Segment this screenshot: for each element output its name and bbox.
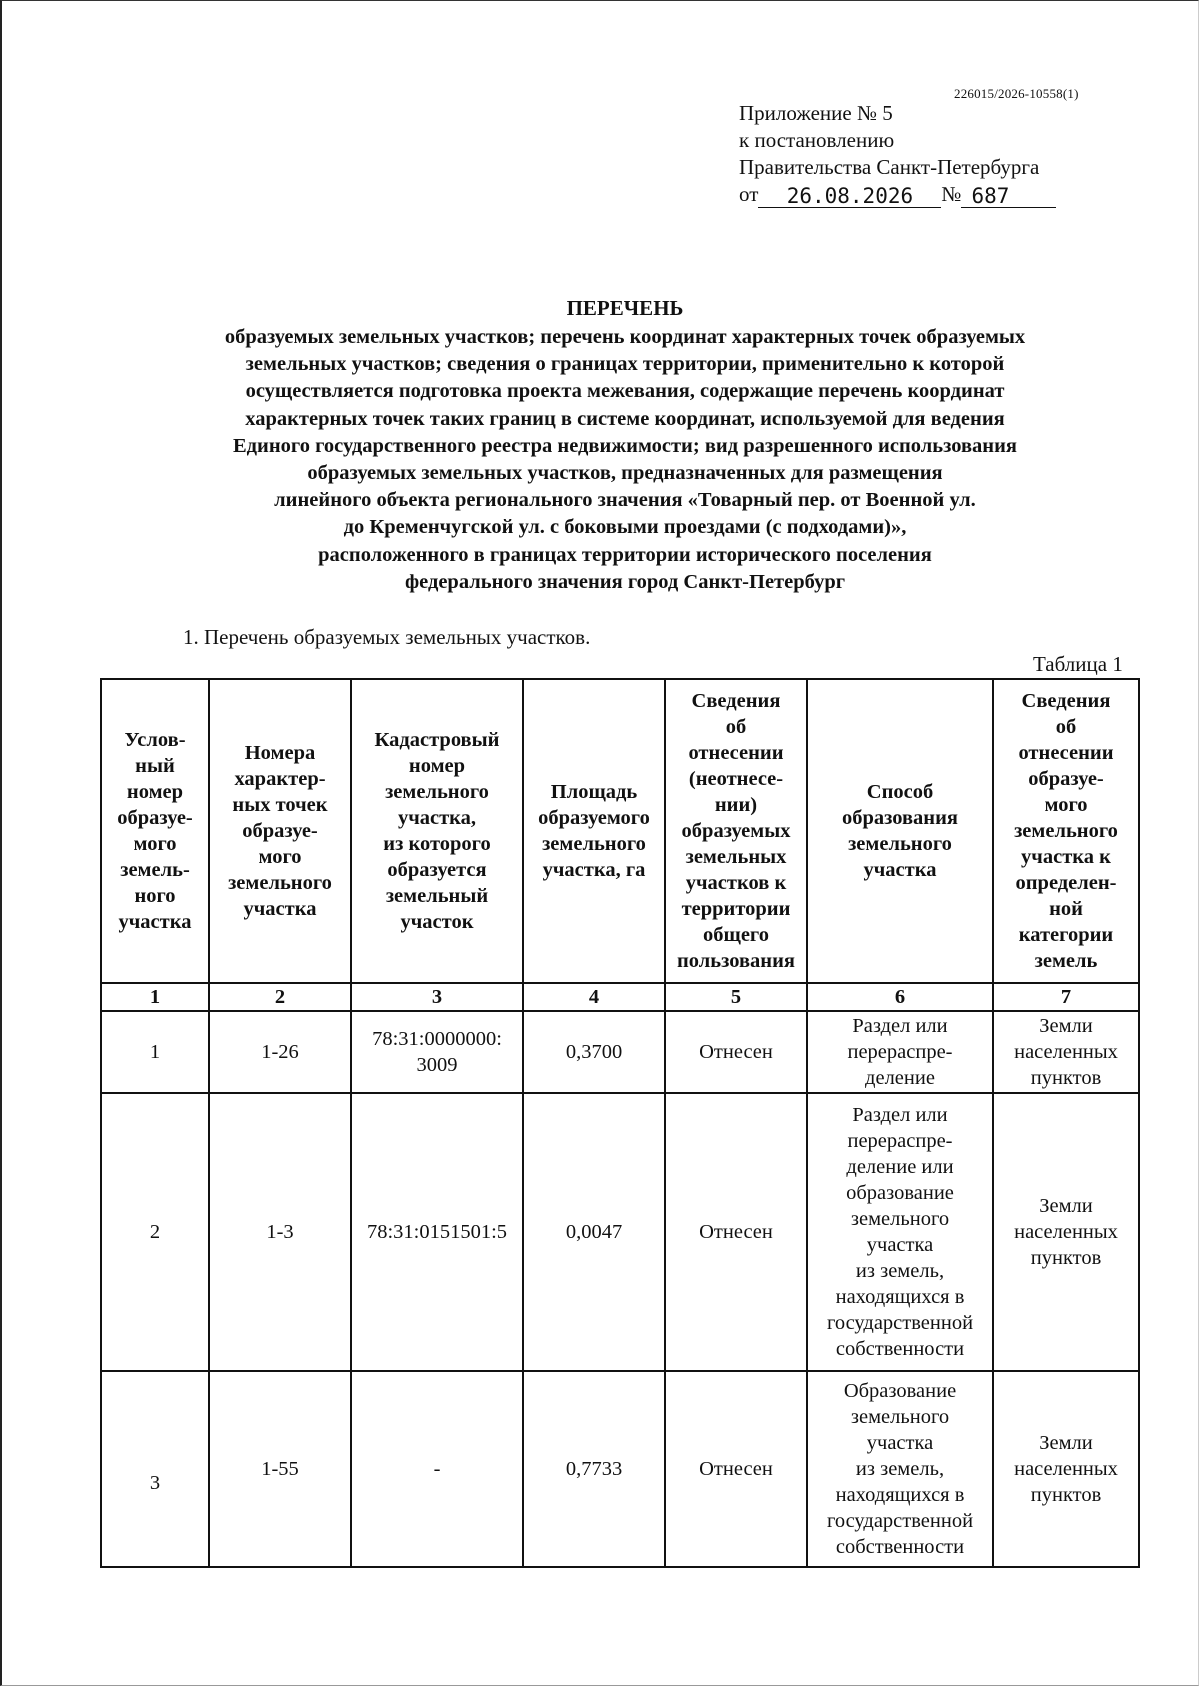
table-row	[101, 1371, 1139, 1567]
table-cell-c2: 1-3	[209, 1093, 351, 1371]
cell-line: участка	[866, 1432, 934, 1454]
header-line: образуемых	[681, 820, 791, 842]
header-line: об	[1055, 716, 1077, 738]
header-line: Номера	[244, 742, 316, 764]
cell-line: населенных	[1014, 1221, 1118, 1243]
table-cell-c5: Отнесен	[665, 1371, 807, 1567]
cell-line: государственной	[826, 1510, 974, 1532]
header-line: участка, га	[542, 859, 646, 881]
from-label: от	[739, 182, 759, 206]
title-line: осуществляется подготовка проекта межевания, содержащие перечень координат	[245, 380, 1005, 403]
table-cell-c4: 0,3700	[523, 1011, 665, 1093]
section-title: 1. Перечень образуемых земельных участков.	[183, 625, 591, 649]
header-line: участка	[118, 911, 192, 933]
cell-line: 78:31:0151501:5	[366, 1221, 508, 1243]
cell-line: Раздел или	[852, 1104, 948, 1126]
attachment-block	[739, 100, 1056, 208]
column-header-4	[523, 679, 665, 983]
header-line: номер	[408, 755, 466, 777]
header-line: земельного	[848, 833, 952, 855]
table-cell-c3	[351, 1371, 523, 1567]
column-number: 2	[209, 983, 351, 1011]
cell-line: участка	[866, 1234, 934, 1256]
cell-line: находящихся в	[835, 1484, 965, 1506]
table-cell-c7	[993, 1093, 1139, 1371]
header-line: категории	[1018, 924, 1114, 946]
cell-line: находящихся в	[835, 1286, 965, 1308]
title-line: характерных точек таких границ в системе координат, используемой для ведения	[245, 407, 1005, 430]
header-line: земельного	[1014, 820, 1118, 842]
column-number: 7	[993, 983, 1139, 1011]
cell-line: пунктов	[1030, 1247, 1102, 1269]
header-line: образуе-	[242, 820, 318, 842]
table-cell-c5: Отнесен	[665, 1011, 807, 1093]
header-line: Услов-	[124, 729, 186, 751]
table-cell-c3	[351, 1093, 523, 1371]
header-line: (неотнесе-	[688, 768, 784, 790]
table-header-row	[101, 679, 1139, 983]
table-cell-c4: 0,0047	[523, 1093, 665, 1371]
table-cell-c6	[807, 1011, 993, 1093]
title-line: федерального значения город Санкт-Петербург	[404, 570, 846, 593]
attachment-line-3: Правительства Санкт-Петербурга	[739, 155, 1040, 179]
table-cell-c7	[993, 1371, 1139, 1567]
table-cell-c5: Отнесен	[665, 1093, 807, 1371]
title-line: земельных участков; сведения о границах территории, применительно к которой	[245, 353, 1005, 376]
header-line: ного	[134, 885, 176, 907]
header-line: земельного	[542, 833, 646, 855]
table-cell-c1: 2	[101, 1093, 209, 1371]
header-line: участка	[863, 859, 937, 881]
title-line: линейного объекта регионального значения «Товарный пер. от Военной ул.	[274, 489, 976, 512]
header-line: характер-	[234, 768, 326, 790]
attachment-signature-row	[739, 181, 1056, 208]
header-line: мого	[133, 833, 177, 855]
header-line: земельный	[385, 885, 489, 907]
header-line: земельного	[228, 872, 332, 894]
header-line: участка,	[397, 807, 477, 829]
cell-line: пунктов	[1030, 1484, 1102, 1506]
cell-line: образование	[846, 1182, 954, 1204]
header-line: земельного	[385, 781, 489, 803]
document-code: 226015/2026-10558(1)	[954, 86, 1079, 101]
header-line: отнесении	[1018, 742, 1114, 764]
table-cell-c3	[351, 1011, 523, 1093]
header-line: ный	[135, 755, 175, 777]
header-line: участка	[243, 898, 317, 920]
cell-line: деление	[865, 1067, 935, 1089]
header-line: участка к	[1021, 846, 1111, 868]
column-header-2	[209, 679, 351, 983]
header-line: образуе-	[1028, 768, 1104, 790]
header-line: пользования	[676, 950, 796, 972]
cell-line: Раздел или	[852, 1015, 948, 1037]
column-number: 1	[101, 983, 209, 1011]
header-line: Способ	[866, 781, 934, 803]
number-label: №	[941, 182, 962, 206]
column-header-3	[351, 679, 523, 983]
title-line: Единого государственного реестра недвижимости; вид разрешенного использования	[233, 434, 1017, 457]
table-cell-c2: 1-55	[209, 1371, 351, 1567]
cell-line: из земель,	[855, 1260, 945, 1282]
cell-line: пунктов	[1030, 1067, 1102, 1089]
cell-line: Земли	[1039, 1195, 1093, 1217]
column-number: 4	[523, 983, 665, 1011]
header-line: участков к	[685, 872, 787, 894]
decree-date: 26.08.2026	[758, 185, 941, 208]
header-line: образуется	[387, 859, 487, 881]
table-cell-c2: 1-26	[209, 1011, 351, 1093]
table-row	[101, 1093, 1139, 1371]
column-number-row	[101, 983, 1139, 1011]
title-heading: ПЕРЕЧЕНЬ	[566, 296, 684, 320]
cell-line: населенных	[1014, 1041, 1118, 1063]
title-line: образуемых земельных участков; перечень координат характерных точек образуемых	[224, 326, 1026, 348]
title-line: до Кременчугской ул. с боковыми проездами (с подходами)»,	[343, 516, 907, 539]
cell-line: Земли	[1039, 1015, 1093, 1037]
cell-line: деление или	[846, 1156, 954, 1178]
header-line: Сведения	[691, 690, 781, 712]
cell-line: населенных	[1014, 1458, 1118, 1480]
cell-line: государственной	[826, 1312, 974, 1334]
column-number: 5	[665, 983, 807, 1011]
cell-line: 3009	[416, 1054, 458, 1076]
column-header-5	[665, 679, 807, 983]
cell-line: из земель,	[855, 1458, 945, 1480]
cell-line: Земли	[1039, 1432, 1093, 1454]
title-line: образуемых земельных участков, предназначенных для размещения	[307, 462, 943, 485]
header-line: определен-	[1015, 872, 1117, 894]
header-line: земель-	[120, 859, 190, 881]
header-line: участок	[400, 911, 474, 933]
column-header-6	[807, 679, 993, 983]
header-line: земель	[1034, 950, 1098, 972]
header-line: общего	[703, 924, 769, 946]
column-header-1	[101, 679, 209, 983]
header-line: Кадастровый	[374, 729, 500, 751]
column-number: 6	[807, 983, 993, 1011]
table-body	[101, 983, 1139, 1567]
header-line: образования	[841, 807, 959, 829]
header-line: территории	[681, 898, 791, 920]
table-cell-c1: 1	[101, 1011, 209, 1093]
header-line: ной	[1049, 898, 1083, 920]
cell-line: 78:31:0000000:	[372, 1028, 502, 1050]
cell-line: перераспре-	[847, 1041, 953, 1063]
table-cell-c7	[993, 1011, 1139, 1093]
cell-line: земельного	[850, 1208, 950, 1230]
cell-line: собственности	[835, 1536, 965, 1558]
table-caption: Таблица 1	[1033, 652, 1123, 676]
document-title	[100, 294, 1150, 596]
cell-line: собственности	[835, 1338, 965, 1360]
cell-line: Образование	[843, 1380, 957, 1402]
header-line: образуемого	[538, 807, 650, 829]
table-cell-c6	[807, 1371, 993, 1567]
table-cell-c6	[807, 1093, 993, 1371]
attachment-line-1: Приложение № 5	[739, 101, 893, 125]
cell-line: земельного	[850, 1406, 950, 1428]
cell-line: -	[433, 1458, 441, 1480]
attachment-line-2: к постановлению	[739, 128, 895, 152]
header-line: земельных	[685, 846, 787, 868]
title-line: расположенного в границах территории исторического поселения	[318, 543, 932, 566]
header-line: образуе-	[117, 807, 193, 829]
header-line: Площадь	[550, 781, 638, 803]
land-plots-table	[100, 678, 1140, 1568]
header-line: мого	[258, 846, 302, 868]
header-line: Сведения	[1021, 690, 1111, 712]
header-line: отнесении	[688, 742, 784, 764]
header-line: номер	[126, 781, 184, 803]
header-line: ных точек	[232, 794, 328, 816]
table-cell-c4: 0,7733	[523, 1371, 665, 1567]
table-row	[101, 1011, 1139, 1093]
column-header-7	[993, 679, 1139, 983]
cell-line: перераспре-	[847, 1130, 953, 1152]
title-body	[100, 324, 1150, 596]
header-line: из которого	[383, 833, 491, 855]
decree-number: 687	[961, 185, 1056, 208]
header-line: нии)	[714, 794, 758, 816]
header-line: мого	[1044, 794, 1088, 816]
column-number: 3	[351, 983, 523, 1011]
header-line: об	[725, 716, 747, 738]
table-cell-c1: 3	[101, 1371, 209, 1567]
